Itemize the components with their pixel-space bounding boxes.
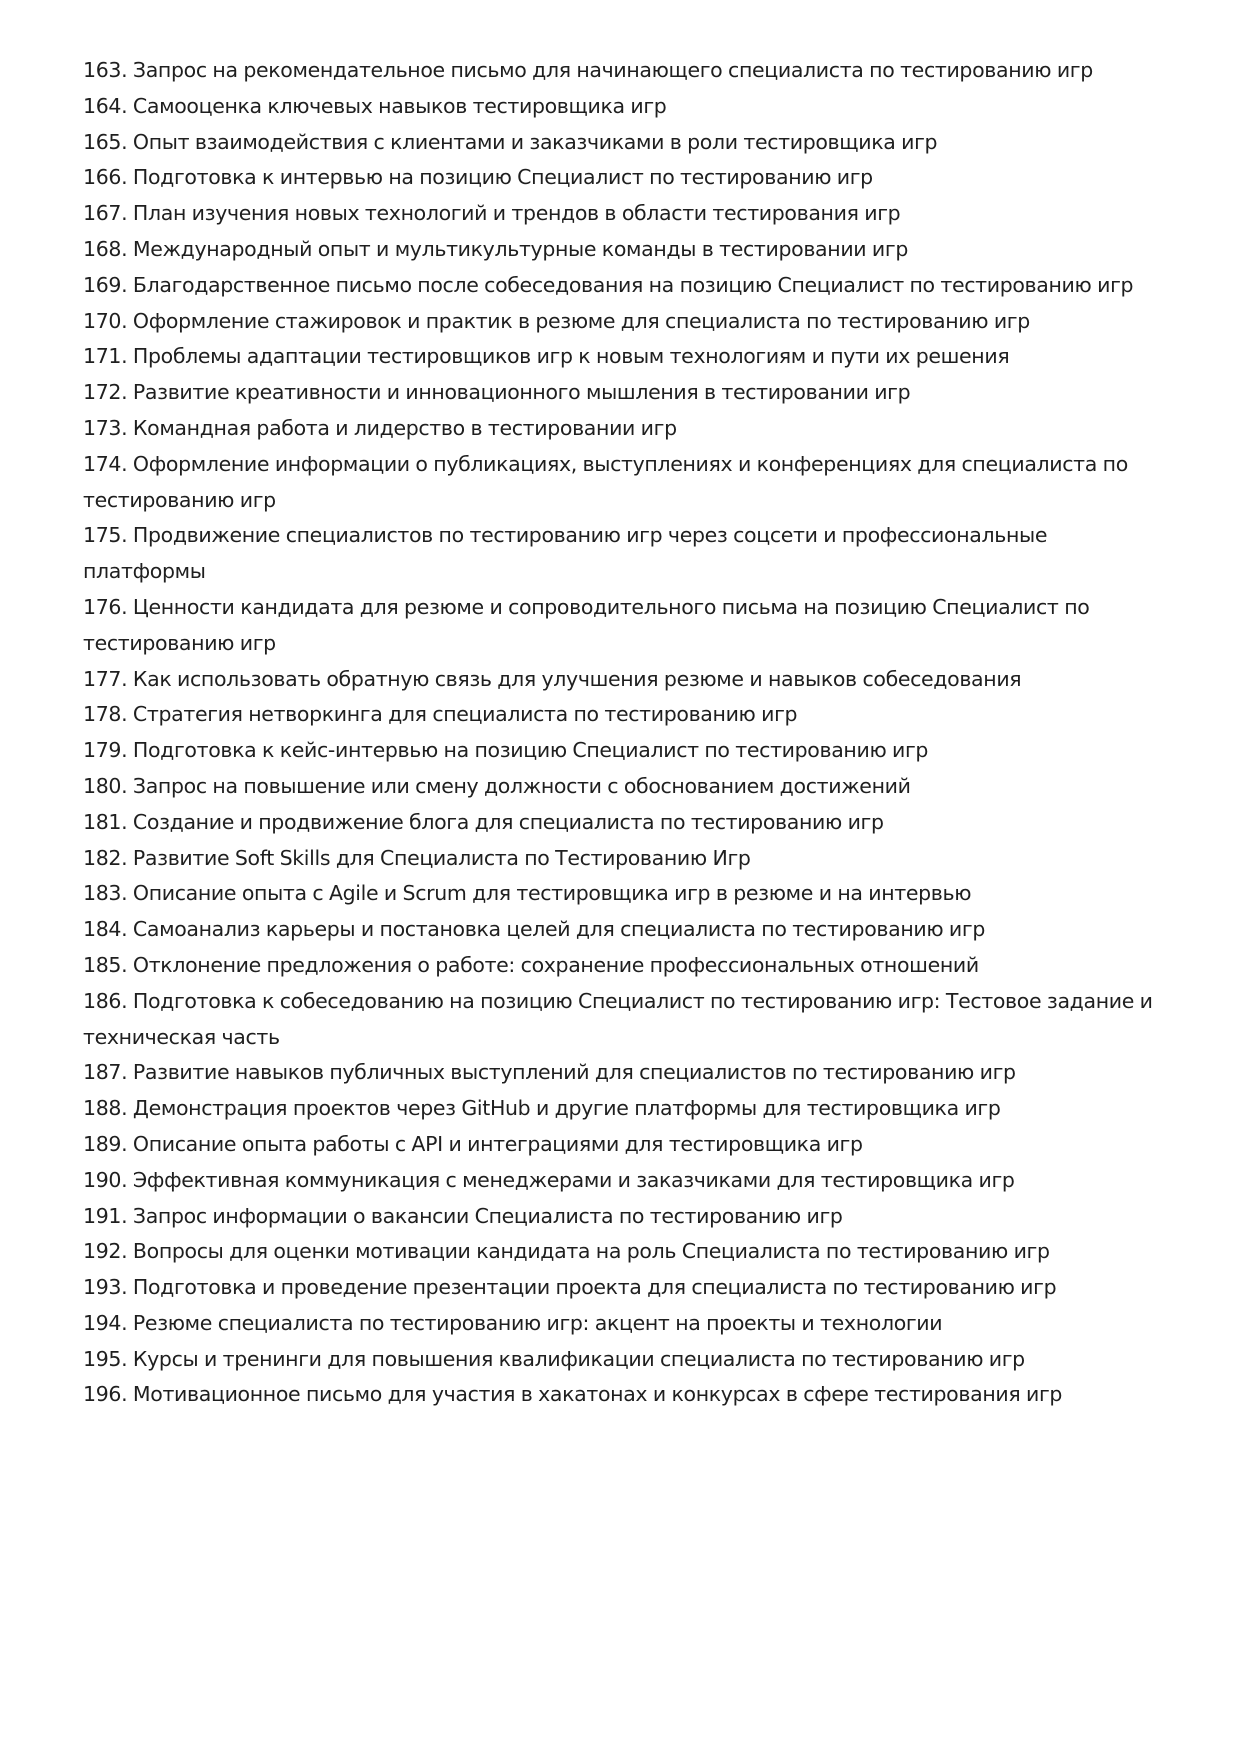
list-item — [83, 697, 1163, 733]
item-text: Развитие креативности и инновационного мышления в тестировании игр — [132, 380, 911, 405]
list-item — [83, 1234, 1163, 1270]
item-number: 191. — [83, 1203, 128, 1228]
item-text: Подготовка и проведение презентации проекта для специалиста по тестированию игр — [132, 1275, 1057, 1300]
list-item — [83, 160, 1163, 196]
list-item — [83, 1306, 1163, 1342]
list-item — [83, 232, 1163, 268]
item-text: Резюме специалиста по тестированию игр: акцент на проекты и технологии — [132, 1310, 943, 1335]
item-number: 181. — [83, 809, 128, 834]
list-item — [83, 1163, 1163, 1199]
topic-list — [83, 53, 1163, 1413]
item-number: 183. — [83, 881, 128, 906]
item-number: 176. — [83, 594, 128, 619]
item-number: 195. — [83, 1346, 128, 1371]
item-number: 177. — [83, 666, 128, 691]
list-item — [83, 841, 1163, 877]
item-text: Как использовать обратную связь для улучшения резюме и навыков собеседования — [132, 666, 1022, 691]
item-text: Мотивационное письмо для участия в хакатонах и конкурсах в сфере тестирования игр — [132, 1382, 1063, 1407]
item-number: 186. — [83, 988, 128, 1013]
item-text: Запрос информации о вакансии Специалиста по тестированию игр — [132, 1203, 843, 1228]
item-text: Проблемы адаптации тестировщиков игр к новым технологиям и пути их решения — [132, 344, 1010, 369]
item-number: 164. — [83, 93, 128, 118]
item-text: Благодарственное письмо после собеседования на позицию Специалист по тестированию игр — [132, 272, 1134, 297]
list-item — [83, 411, 1163, 447]
item-number: 184. — [83, 917, 128, 942]
list-item — [83, 948, 1163, 984]
item-text: Оформление стажировок и практик в резюме для специалиста по тестированию игр — [132, 308, 1030, 333]
item-number: 190. — [83, 1167, 128, 1192]
list-item — [83, 268, 1163, 304]
list-item — [83, 518, 1163, 590]
item-number: 196. — [83, 1382, 128, 1407]
item-text: Демонстрация проектов через GitHub и другие платформы для тестировщика игр — [132, 1096, 1001, 1121]
item-number: 166. — [83, 165, 128, 190]
list-item — [83, 1342, 1163, 1378]
item-text: Командная работа и лидерство в тестировании игр — [132, 415, 677, 440]
list-item — [83, 447, 1163, 519]
item-number: 174. — [83, 451, 128, 476]
item-number: 169. — [83, 272, 128, 297]
item-number: 163. — [83, 58, 128, 82]
list-item — [83, 375, 1163, 411]
item-text: Запрос на повышение или смену должности с обоснованием достижений — [132, 773, 911, 798]
list-item — [83, 125, 1163, 161]
list-item — [83, 733, 1163, 769]
item-number: 170. — [83, 308, 128, 333]
item-text: Запрос на рекомендательное письмо для начинающего специалиста по тестированию игр — [132, 58, 1093, 82]
item-text: Продвижение специалистов по тестированию игр через соцсети и профессиональные платформы — [83, 523, 1048, 584]
item-text: Эффективная коммуникация с менеджерами и заказчиками для тестировщика игр — [132, 1167, 1015, 1192]
item-text: Международный опыт и мультикультурные команды в тестировании игр — [132, 236, 908, 261]
list-item — [83, 53, 1163, 89]
item-text: Описание опыта работы с API и интеграциями для тестировщика игр — [132, 1131, 863, 1156]
list-item — [83, 662, 1163, 698]
item-text: Развитие Soft Skills для Специалиста по Тестированию Игр — [132, 845, 751, 870]
list-item — [83, 1270, 1163, 1306]
item-text: План изучения новых технологий и трендов в области тестирования игр — [132, 201, 901, 226]
item-number: 172. — [83, 380, 128, 405]
list-item — [83, 769, 1163, 805]
list-item — [83, 1091, 1163, 1127]
item-text: Стратегия нетворкинга для специалиста по тестированию игр — [132, 702, 798, 727]
item-text: Оформление информации о публикациях, выступлениях и конференциях для специалиста по тестированию игр — [83, 451, 1128, 512]
item-number: 193. — [83, 1275, 128, 1300]
item-number: 192. — [83, 1239, 128, 1264]
list-item — [83, 89, 1163, 125]
item-number: 188. — [83, 1096, 128, 1121]
list-item — [83, 876, 1163, 912]
list-item — [83, 984, 1163, 1056]
item-number: 182. — [83, 845, 128, 870]
item-text: Вопросы для оценки мотивации кандидата на роль Специалиста по тестированию игр — [132, 1239, 1050, 1264]
item-text: Описание опыта с Agile и Scrum для тестировщика игр в резюме и на интервью — [132, 881, 972, 906]
item-number: 175. — [83, 523, 128, 548]
list-item — [83, 912, 1163, 948]
item-text: Развитие навыков публичных выступлений для специалистов по тестированию игр — [132, 1060, 1016, 1085]
item-text: Создание и продвижение блога для специалиста по тестированию игр — [132, 809, 884, 834]
item-number: 178. — [83, 702, 128, 727]
item-text: Ценности кандидата для резюме и сопроводительного письма на позицию Специалист по тестированию игр — [83, 594, 1090, 655]
list-item — [83, 590, 1163, 662]
item-text: Курсы и тренинги для повышения квалификации специалиста по тестированию игр — [132, 1346, 1025, 1371]
item-number: 194. — [83, 1310, 128, 1335]
list-item — [83, 339, 1163, 375]
item-text: Подготовка к собеседованию на позицию Специалист по тестированию игр: Тестовое задание и техническая часть — [83, 988, 1153, 1049]
item-number: 189. — [83, 1131, 128, 1156]
item-text: Подготовка к кейс-интервью на позицию Специалист по тестированию игр — [132, 738, 929, 763]
item-number: 180. — [83, 773, 128, 798]
item-text: Самооценка ключевых навыков тестировщика игр — [132, 93, 667, 118]
list-item — [83, 1377, 1163, 1413]
item-number: 171. — [83, 344, 128, 369]
list-item — [83, 1199, 1163, 1235]
item-number: 165. — [83, 129, 128, 154]
item-text: Опыт взаимодействия с клиентами и заказчиками в роли тестировщика игр — [132, 129, 938, 154]
item-text: Самоанализ карьеры и постановка целей для специалиста по тестированию игр — [132, 917, 985, 942]
item-text: Подготовка к интервью на позицию Специалист по тестированию игр — [132, 165, 873, 190]
item-number: 179. — [83, 738, 128, 763]
list-item — [83, 1055, 1163, 1091]
item-number: 187. — [83, 1060, 128, 1085]
item-number: 185. — [83, 952, 128, 977]
list-item — [83, 304, 1163, 340]
item-text: Отклонение предложения о работе: сохранение профессиональных отношений — [132, 952, 979, 977]
item-number: 173. — [83, 415, 128, 440]
list-item — [83, 1127, 1163, 1163]
list-item — [83, 805, 1163, 841]
item-number: 168. — [83, 236, 128, 261]
list-item — [83, 196, 1163, 232]
item-number: 167. — [83, 201, 128, 226]
